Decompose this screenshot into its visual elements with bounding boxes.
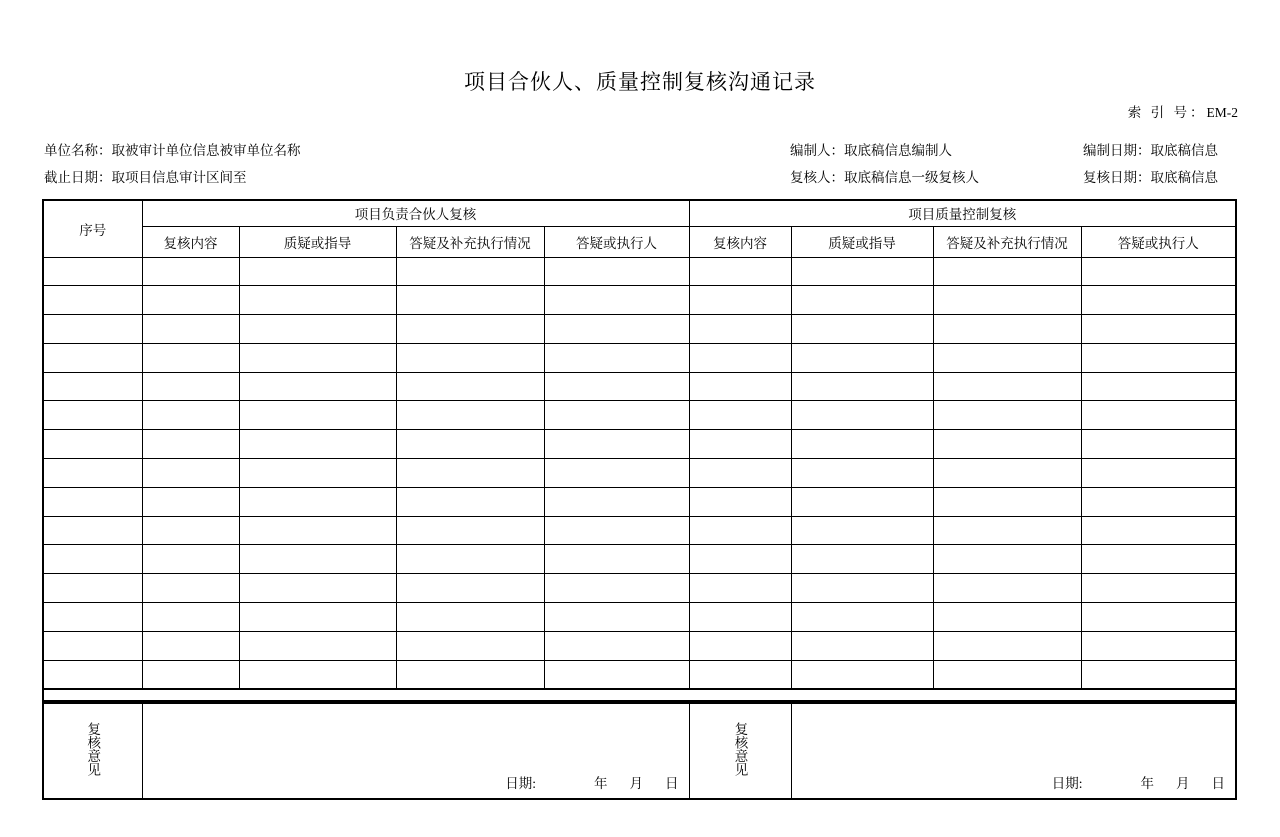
date-label-partner: 日期: <box>505 776 536 791</box>
review-opinion-section <box>42 702 1237 800</box>
cell-right-0[interactable] <box>689 459 791 488</box>
table-row <box>43 631 1236 660</box>
cell-right-0[interactable] <box>689 487 791 516</box>
page-title: 项目合伙人、质量控制复核沟通记录 <box>464 70 816 94</box>
cell-right-0[interactable] <box>689 343 791 372</box>
column-header-partner-content: 复核内容 <box>142 226 239 257</box>
table-row <box>43 487 1236 516</box>
cell-right-2[interactable] <box>933 631 1081 660</box>
opinion-field-quality[interactable] <box>791 703 1236 799</box>
cell-seq[interactable] <box>43 257 142 286</box>
table-row <box>43 574 1236 603</box>
cell-right-1[interactable] <box>791 631 933 660</box>
cell-right-1[interactable] <box>791 603 933 632</box>
cell-right-3[interactable] <box>1081 516 1236 545</box>
cell-right-3[interactable] <box>1081 343 1236 372</box>
cell-left-0[interactable] <box>142 487 239 516</box>
cell-right-2[interactable] <box>933 660 1081 689</box>
cell-left-1[interactable] <box>239 631 396 660</box>
table-row <box>43 286 1236 315</box>
cell-right-2[interactable] <box>933 401 1081 430</box>
cell-left-0[interactable] <box>142 459 239 488</box>
table-sub-header-row <box>43 226 1236 257</box>
opinion-label-quality-text: 复核意见 <box>732 721 748 776</box>
date-month-partner: 月 <box>629 776 643 791</box>
cell-right-1[interactable] <box>791 286 933 315</box>
cell-right-0[interactable] <box>689 372 791 401</box>
table-head <box>43 200 1236 257</box>
cell-left-2[interactable] <box>396 430 544 459</box>
cell-left-3[interactable] <box>544 401 689 430</box>
table-row <box>43 315 1236 344</box>
table-row <box>43 459 1236 488</box>
cell-right-3[interactable] <box>1081 545 1236 574</box>
cell-left-0[interactable] <box>142 631 239 660</box>
column-header-quality-response: 答疑及补充执行情况 <box>933 226 1081 257</box>
meta-field-company-name <box>44 137 301 164</box>
cell-left-3[interactable] <box>544 459 689 488</box>
date-line-quality <box>1052 772 1225 792</box>
table-row <box>43 372 1236 401</box>
cell-left-0[interactable] <box>142 286 239 315</box>
cell-right-1[interactable] <box>791 372 933 401</box>
cell-left-2[interactable] <box>396 315 544 344</box>
cell-right-2[interactable] <box>933 459 1081 488</box>
cell-left-1[interactable] <box>239 516 396 545</box>
cell-right-0[interactable] <box>689 516 791 545</box>
cell-left-3[interactable] <box>544 430 689 459</box>
cell-right-2[interactable] <box>933 315 1081 344</box>
meta-label-prepare-date: 编制日期： <box>1083 143 1151 158</box>
cell-left-2[interactable] <box>396 487 544 516</box>
cell-left-2[interactable] <box>396 516 544 545</box>
opinion-label-partner <box>43 703 142 799</box>
group-header-partner-review: 项目负责合伙人复核 <box>142 200 689 226</box>
cell-right-2[interactable] <box>933 343 1081 372</box>
cell-seq[interactable] <box>43 487 142 516</box>
cell-left-3[interactable] <box>544 286 689 315</box>
date-year-quality: 年 <box>1140 776 1154 791</box>
meta-column-right <box>1083 137 1280 191</box>
table-row <box>43 430 1236 459</box>
cell-right-1[interactable] <box>791 257 933 286</box>
cell-left-0[interactable] <box>142 401 239 430</box>
cell-seq[interactable] <box>43 516 142 545</box>
cell-right-2[interactable] <box>933 372 1081 401</box>
cell-right-1[interactable] <box>791 401 933 430</box>
cell-right-3[interactable] <box>1081 631 1236 660</box>
cell-right-2[interactable] <box>933 603 1081 632</box>
cell-right-3[interactable] <box>1081 603 1236 632</box>
cell-left-1[interactable] <box>239 401 396 430</box>
table-spacer-row <box>43 689 1236 701</box>
cell-seq[interactable] <box>43 545 142 574</box>
cell-left-2[interactable] <box>396 459 544 488</box>
cell-right-0[interactable] <box>689 257 791 286</box>
meta-field-prepare-date <box>1083 137 1280 164</box>
cell-right-3[interactable] <box>1081 257 1236 286</box>
cell-left-3[interactable] <box>544 343 689 372</box>
cell-left-3[interactable] <box>544 603 689 632</box>
cell-left-0[interactable] <box>142 660 239 689</box>
meta-field-preparer <box>790 137 979 164</box>
cell-left-2[interactable] <box>396 574 544 603</box>
cell-right-2[interactable] <box>933 487 1081 516</box>
review-record-table <box>42 199 1237 702</box>
meta-value-company-name: 取被审计单位信息被审单位名称 <box>111 143 301 158</box>
cell-left-1[interactable] <box>239 603 396 632</box>
column-header-partner-response: 答疑及补充执行情况 <box>396 226 544 257</box>
cell-left-3[interactable] <box>544 487 689 516</box>
cell-left-0[interactable] <box>142 603 239 632</box>
cell-left-3[interactable] <box>544 257 689 286</box>
cell-left-1[interactable] <box>239 372 396 401</box>
cell-right-0[interactable] <box>689 401 791 430</box>
cell-right-2[interactable] <box>933 257 1081 286</box>
meta-field-cutoff-date <box>44 164 301 191</box>
group-header-quality-review: 项目质量控制复核 <box>689 200 1236 226</box>
cell-left-3[interactable] <box>544 315 689 344</box>
cell-right-3[interactable] <box>1081 430 1236 459</box>
cell-right-2[interactable] <box>933 430 1081 459</box>
cell-left-0[interactable] <box>142 257 239 286</box>
column-header-seq: 序号 <box>43 200 142 257</box>
table-row <box>43 545 1236 574</box>
cell-right-1[interactable] <box>791 315 933 344</box>
cell-right-2[interactable] <box>933 516 1081 545</box>
meta-value-review-date: 取底稿信息 <box>1150 170 1218 185</box>
table-row <box>43 660 1236 689</box>
index-number-label: 索 引 号： <box>1127 105 1207 120</box>
cell-left-0[interactable] <box>142 430 239 459</box>
opinion-row <box>43 703 1236 799</box>
meta-label-preparer: 编制人： <box>790 143 844 158</box>
cell-right-1[interactable] <box>791 545 933 574</box>
date-day-partner: 日 <box>665 776 679 791</box>
meta-field-reviewer <box>790 164 979 191</box>
cell-right-2[interactable] <box>933 286 1081 315</box>
table-row <box>43 603 1236 632</box>
date-day-quality: 日 <box>1211 776 1225 791</box>
table-row <box>43 257 1236 286</box>
cell-left-1[interactable] <box>239 660 396 689</box>
cell-seq[interactable] <box>43 286 142 315</box>
cell-seq[interactable] <box>43 603 142 632</box>
cell-right-1[interactable] <box>791 487 933 516</box>
cell-left-1[interactable] <box>239 574 396 603</box>
opinion-field-partner[interactable] <box>142 703 689 799</box>
cell-seq[interactable] <box>43 315 142 344</box>
cell-right-2[interactable] <box>933 574 1081 603</box>
cell-left-0[interactable] <box>142 516 239 545</box>
cell-left-2[interactable] <box>396 660 544 689</box>
cell-left-2[interactable] <box>396 343 544 372</box>
opinion-label-partner-text: 复核意见 <box>85 721 101 776</box>
cell-left-2[interactable] <box>396 257 544 286</box>
cell-left-3[interactable] <box>544 574 689 603</box>
date-line-partner <box>505 772 678 792</box>
cell-left-1[interactable] <box>239 459 396 488</box>
cell-seq[interactable] <box>43 660 142 689</box>
cell-right-1[interactable] <box>791 516 933 545</box>
cell-left-2[interactable] <box>396 286 544 315</box>
cell-left-1[interactable] <box>239 257 396 286</box>
cell-right-1[interactable] <box>791 660 933 689</box>
column-header-quality-query: 质疑或指导 <box>791 226 933 257</box>
cell-seq[interactable] <box>43 574 142 603</box>
cell-left-3[interactable] <box>544 372 689 401</box>
cell-right-1[interactable] <box>791 343 933 372</box>
cell-right-3[interactable] <box>1081 286 1236 315</box>
cell-left-2[interactable] <box>396 631 544 660</box>
cell-left-0[interactable] <box>142 574 239 603</box>
table-group-header-row <box>43 200 1236 226</box>
table-row <box>43 516 1236 545</box>
meta-value-cutoff-date: 取项目信息审计区间至 <box>111 170 247 185</box>
cell-right-1[interactable] <box>791 430 933 459</box>
meta-field-review-date <box>1083 164 1280 191</box>
cell-left-0[interactable] <box>142 372 239 401</box>
cell-left-2[interactable] <box>396 603 544 632</box>
meta-label-company-name: 单位名称： <box>44 143 112 158</box>
cell-right-3[interactable] <box>1081 372 1236 401</box>
cell-left-1[interactable] <box>239 430 396 459</box>
table-spacer-cell <box>43 689 1236 701</box>
cell-left-0[interactable] <box>142 315 239 344</box>
cell-left-3[interactable] <box>544 545 689 574</box>
cell-seq[interactable] <box>43 401 142 430</box>
cell-right-2[interactable] <box>933 545 1081 574</box>
cell-right-0[interactable] <box>689 315 791 344</box>
cell-left-3[interactable] <box>544 631 689 660</box>
cell-left-2[interactable] <box>396 545 544 574</box>
cell-right-3[interactable] <box>1081 315 1236 344</box>
meta-label-cutoff-date: 截止日期： <box>44 170 112 185</box>
cell-left-2[interactable] <box>396 372 544 401</box>
cell-seq[interactable] <box>43 343 142 372</box>
date-label-quality: 日期: <box>1051 776 1083 791</box>
cell-right-3[interactable] <box>1081 487 1236 516</box>
cell-right-3[interactable] <box>1081 660 1236 689</box>
cell-seq[interactable] <box>43 430 142 459</box>
column-header-partner-executor: 答疑或执行人 <box>544 226 689 257</box>
cell-right-3[interactable] <box>1081 574 1236 603</box>
cell-right-3[interactable] <box>1081 401 1236 430</box>
cell-right-0[interactable] <box>689 603 791 632</box>
cell-left-0[interactable] <box>142 545 239 574</box>
meta-label-reviewer: 复核人： <box>790 170 844 185</box>
date-year-partner: 年 <box>594 776 608 791</box>
cell-left-0[interactable] <box>142 343 239 372</box>
cell-left-3[interactable] <box>544 516 689 545</box>
cell-seq[interactable] <box>43 631 142 660</box>
column-header-quality-content: 复核内容 <box>689 226 791 257</box>
cell-right-1[interactable] <box>791 574 933 603</box>
opinion-label-quality <box>689 703 791 799</box>
meta-value-prepare-date: 取底稿信息 <box>1150 143 1218 158</box>
date-month-quality: 月 <box>1176 776 1190 791</box>
cell-seq[interactable] <box>43 372 142 401</box>
cell-right-0[interactable] <box>689 286 791 315</box>
meta-column-middle <box>790 137 979 191</box>
meta-column-left <box>44 137 301 191</box>
cell-right-3[interactable] <box>1081 459 1236 488</box>
cell-right-0[interactable] <box>689 545 791 574</box>
cell-right-0[interactable] <box>689 430 791 459</box>
index-number-value: EM-2 <box>1206 105 1238 120</box>
table-row <box>43 343 1236 372</box>
cell-seq[interactable] <box>43 459 142 488</box>
cell-left-1[interactable] <box>239 545 396 574</box>
cell-right-0[interactable] <box>689 660 791 689</box>
cell-right-0[interactable] <box>689 631 791 660</box>
cell-right-1[interactable] <box>791 459 933 488</box>
meta-label-review-date: 复核日期： <box>1083 170 1151 185</box>
cell-left-1[interactable] <box>239 487 396 516</box>
cell-left-1[interactable] <box>239 286 396 315</box>
index-number <box>1128 101 1238 121</box>
cell-left-3[interactable] <box>544 660 689 689</box>
cell-left-1[interactable] <box>239 315 396 344</box>
column-header-quality-executor: 答疑或执行人 <box>1081 226 1236 257</box>
cell-left-2[interactable] <box>396 401 544 430</box>
meta-value-reviewer: 取底稿信息一级复核人 <box>844 170 979 185</box>
meta-value-preparer: 取底稿信息编制人 <box>844 143 952 158</box>
cell-right-0[interactable] <box>689 574 791 603</box>
table-row <box>43 401 1236 430</box>
cell-left-1[interactable] <box>239 343 396 372</box>
column-header-partner-query: 质疑或指导 <box>239 226 396 257</box>
table-body <box>43 257 1236 701</box>
